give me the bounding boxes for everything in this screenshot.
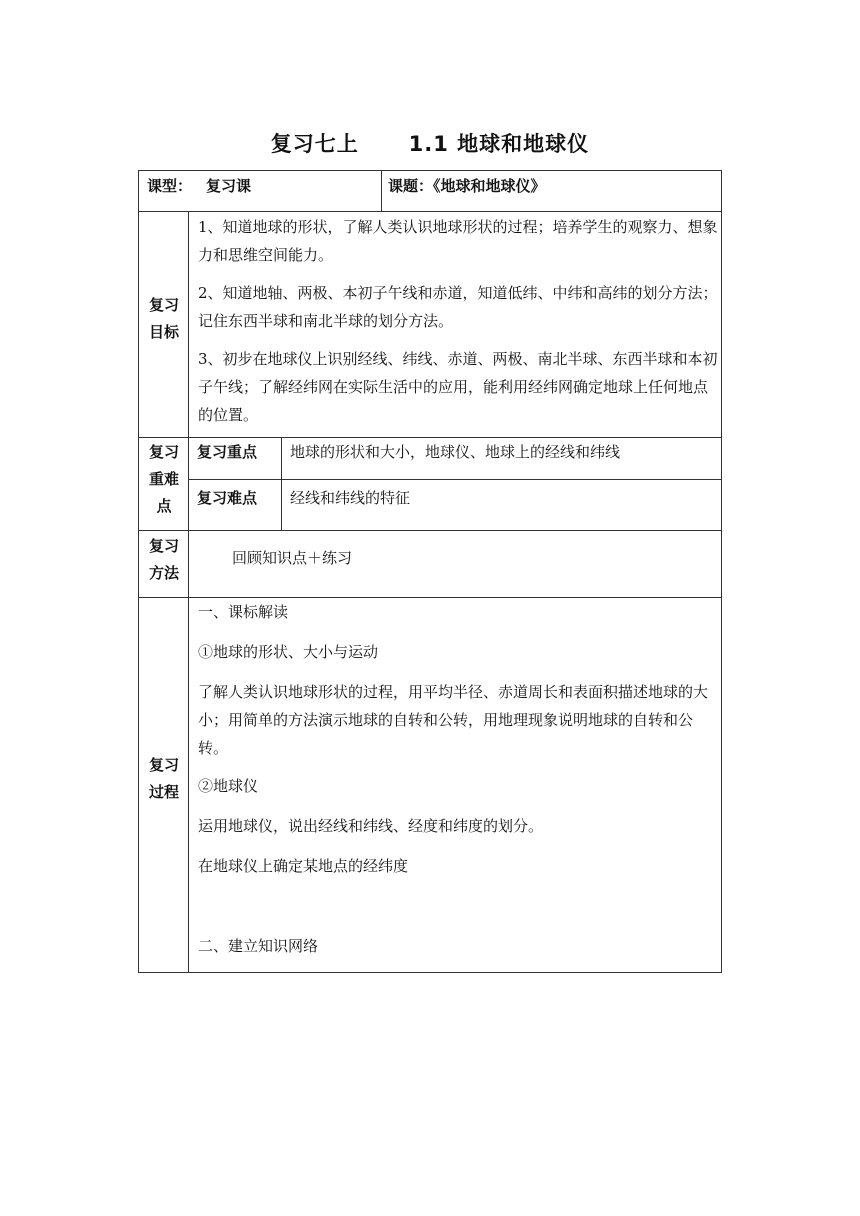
subsection-1b-text-1: 运用地球仪，说出经线和纬线、经度和纬度的划分。 xyxy=(198,817,544,835)
section-1-heading: 一、课标解读 xyxy=(198,603,289,621)
subsection-1a: ①地球的形状、大小与运动 xyxy=(198,643,379,661)
row-divider xyxy=(138,530,722,531)
subsection-1b-text-2: 在地球仪上确定某地点的经纬度 xyxy=(198,857,409,875)
row-divider xyxy=(188,479,722,480)
goal-item-1: 1、知道地球的形状，了解人类认识地球形状的过程；培养学生的观察力、想象力和思维空间能力。 xyxy=(198,218,718,264)
row-divider xyxy=(138,211,722,212)
focus-text: 地球的形状和大小，地球仪、地球上的经线和纬线 xyxy=(290,443,621,461)
goals-label: 复习 目标 xyxy=(148,296,179,341)
goal-item-3: 3、初步在地球仪上识别经线、纬线、赤道、两极、南北半球、东西半球和本初子午线；了解经纬网在实际生活中的应用，能利用经纬网确定地球上任何地点的位置。 xyxy=(198,350,718,424)
difficulty-label: 复习难点 xyxy=(197,489,258,507)
col-divider xyxy=(381,170,382,212)
lesson-type-label: 课型： xyxy=(147,177,193,195)
method-label: 复习 方法 xyxy=(148,537,179,582)
goal-item-2: 2、知道地轴、两极、本初子午线和赤道，知道低纬、中纬和高纬的划分方法；记住东西半球和南北半球的划分方法。 xyxy=(198,284,718,330)
method-text: 回顾知识点＋练习 xyxy=(232,549,353,567)
keypoints-label: 复习 重难 点 xyxy=(148,443,179,515)
process-label: 复习 过程 xyxy=(148,756,179,801)
difficulty-text: 经线和纬线的特征 xyxy=(290,489,411,507)
lesson-topic: 课题：《地球和地球仪》 xyxy=(388,177,546,195)
focus-label: 复习重点 xyxy=(197,443,258,461)
lesson-type-value: 复习课 xyxy=(206,177,252,195)
page-title: 复习七上 1.1 地球和地球仪 xyxy=(270,132,590,156)
col-divider xyxy=(281,437,282,531)
subsection-1a-text: 了解人类认识地球形状的过程，用平均半径、赤道周长和表面积描述地球的大小；用简单的方法演示地球的自转和公转，用地理现象说明地球的自转和公转。 xyxy=(198,683,709,757)
col-divider xyxy=(188,211,189,973)
section-2-heading: 二、建立知识网络 xyxy=(198,937,319,955)
subsection-1b: ②地球仪 xyxy=(198,777,259,795)
